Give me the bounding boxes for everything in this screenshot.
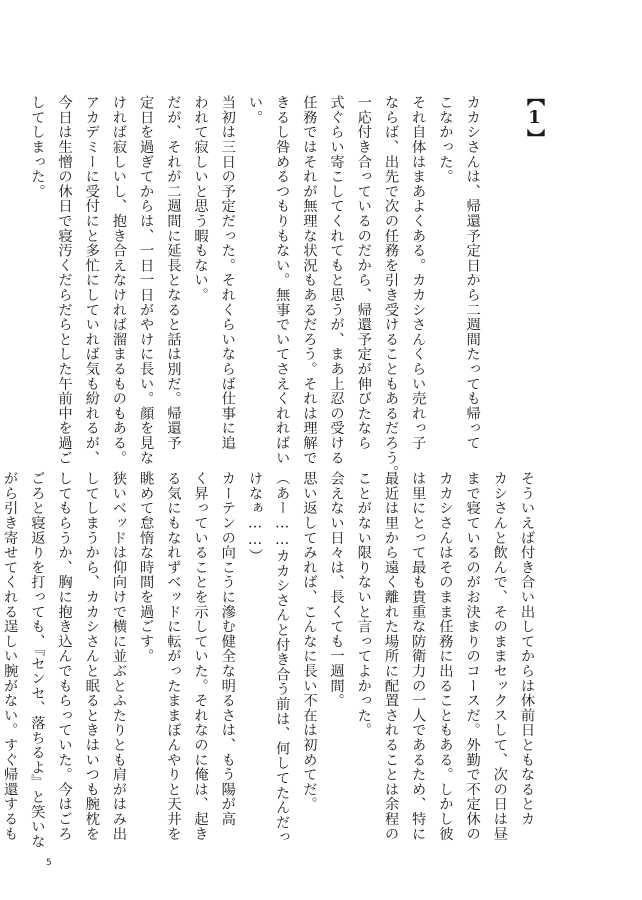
text-line: 一応付き合っているのだから、帰還予定が伸びたなら (355, 95, 372, 451)
text-line: われて寂しいと思う暇もない。 (192, 95, 209, 303)
page-number: 5 (46, 858, 52, 868)
text-line: してしまうから、カカシさんと眠るときはいつも腕枕を (83, 471, 100, 841)
text-line: 会えない日々は、長くても一週間。 (328, 471, 345, 708)
text-line: きるし咎めるつもりもない。無事でいてさえくれればい (274, 95, 291, 465)
text-line: る気にもなれずベッドに転がったままぼんやりと天井を (165, 471, 182, 841)
text-line: 定日を過ぎてからは、一日一日がやけに長い。顔を見な (138, 95, 155, 465)
text-line: 今日は生憎の休日で寝汚くだらだらとした午前中を過ご (56, 95, 73, 465)
text-line: 眺めて怠惰な時間を過ごす。 (138, 471, 155, 664)
text-line: がら引き寄せてくれる逞しい腕がない。すぐ帰還するも (2, 471, 19, 841)
text-line: 当初は三日の予定だった。それくらいならば仕事に追 (219, 95, 236, 451)
text-line: 式ぐらい寄こしてくれてもと思うが、まあ上忍の受ける (328, 95, 345, 465)
text-line: 狭いベッドは仰向けで横に並ぶとふたりとも肩がはみ出 (110, 471, 127, 841)
text-line: く昇っていることを示していた。それなのに俺は、起き (192, 471, 209, 841)
text-line: 思い返してみれば、こんなに長い不在は初めてだ。 (301, 471, 318, 812)
text-line (513, 95, 540, 440)
text-line: けなぁ……） (246, 471, 263, 564)
text-line: こなかった。 (437, 95, 454, 184)
text-line: してしまった。 (29, 95, 46, 199)
chapter-heading: 【1】 (524, 88, 545, 148)
text-line: ならば、出先で次の任務を引き受けることもあるだろう。 (382, 95, 399, 480)
text-line: 最近は里から遠く離れた場所に配置されることは余程の (382, 471, 399, 841)
text-line: い。 (246, 95, 263, 125)
text-line: カーテンの向こうに滲む健全な明るさは、もう陽が高 (219, 471, 236, 827)
top-text-block (23, 95, 540, 480)
text-line: ごろと寝返りを打っても、『センセ、落ちるよ』と笑いな (29, 471, 46, 849)
text-line: （あー……カカシさんと付き合う前は、何してたんだっ (274, 471, 291, 845)
text-line (486, 95, 513, 440)
text-line: は里にとって最も貴重な防衛力の一人であるため、特に (410, 471, 427, 841)
text-line: カカシさんは、帰還予定日から二週間たっても帰って (464, 95, 481, 451)
text-line: ことがない限りないと言ってよかった。 (355, 471, 372, 738)
text-line: 任務ではそれが無理な状況もあるだろう。それは理解で (301, 95, 318, 465)
bottom-text-block (0, 471, 540, 849)
text-line: アカデミーに受付にと多忙にしていれば気も紛れるが、 (83, 95, 100, 465)
text-line: だが、それが二週間に延長となると話は別だ。帰還予 (165, 95, 182, 451)
text-line: そういえば付き合い出してからは休前日ともなるとカ (519, 471, 535, 827)
text-line: まで寝ているのがお決まりのコースだ。外勤で不定休の (464, 471, 481, 841)
text-line: カカシさんはそのまま任務に出ることもある。しかし彼 (437, 471, 454, 841)
text-line: それ自体はまあよくある。カカシさんくらい売れっ子 (410, 95, 427, 451)
text-line: カシさんと飲んで、そのままセックスして、次の日は昼 (491, 471, 508, 841)
text-line: ければ寂しいし、抱き合えなければ溜まるものもある。 (110, 95, 127, 465)
text-line: してもらうか、胸に抱き込んでもらっていた。今はごろ (56, 471, 73, 841)
